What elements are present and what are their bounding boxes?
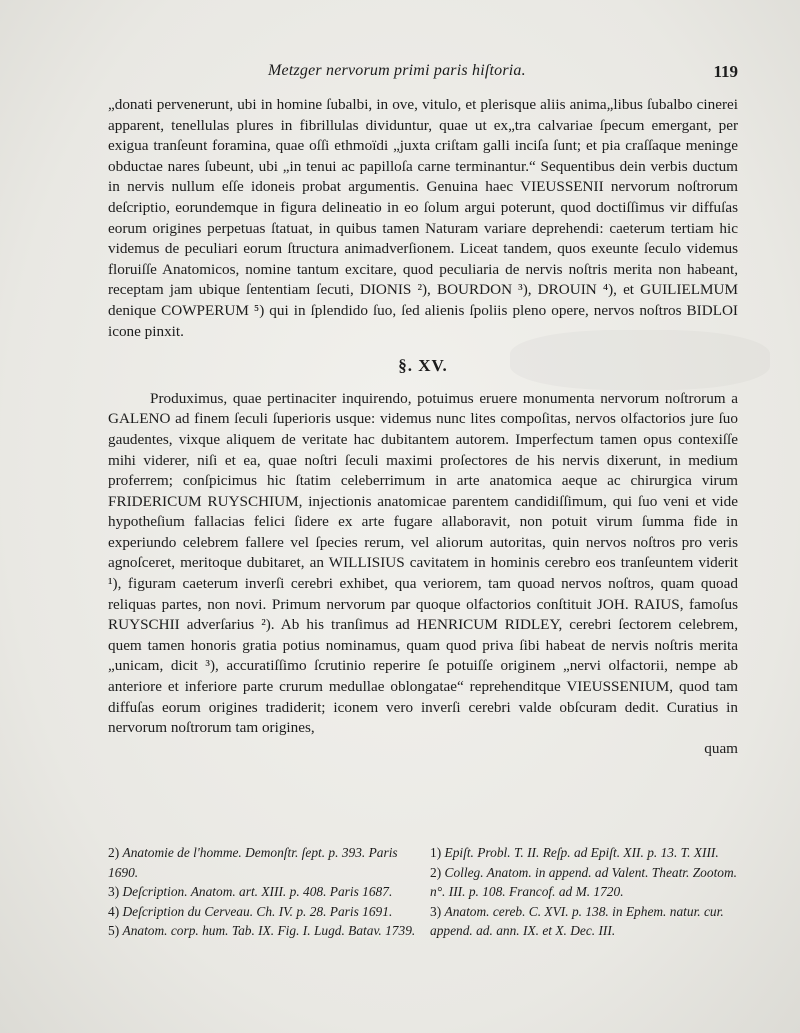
footnote: 3) Anatom. cereb. C. XVI. p. 138. in Ephem. natur. cur. append. ad. ann. IX. et X. Dec. III. xyxy=(430,903,724,938)
running-title: Metzger nervorum primi paris hiſtoria. xyxy=(268,62,526,79)
page-header xyxy=(268,62,738,88)
footnotes-left-column xyxy=(108,843,418,941)
catchword: quam xyxy=(704,739,738,757)
footnotes-right-column xyxy=(430,843,740,941)
paragraph-section-xv: Produximus, quae pertinaciter inquirendo, potuimus eruere monumenta nervorum noſtrorum a GALENO ad finem ſeculi ſuperioris usque: videmus nunc lites compoſitas, nervos olfactorios jure ſuo gaudentes, vixque aliquem de veritate hac dubitantem autorem. Imperfectum tamen opus contexiſſe mihi viderer, niſi et ea, quae noſtri ſeculi maximi proſectores de his nervis dixerunt, in medium proferrem; conſpicimus hic ſtatim celeberrimum in arte anatomica aeque ac chirurgica virum FRIDERICUM RUYSCHIUM, injectionis anatomicae parentem candidiſſimum, qui ſuo veni et vide hypotheſium fallacias felici ſidere ex arte fugare allaboravit, non potuit virum ſumma fide in experiundo celebrem fallere vel ſpecies rerum, vel aliorum autoritas, quin nervos noſtros pro veris agnoſceret, meritoque dubitaret, an WILLISIUS cavitatem in hominis cerebro eos tranſeuntem viderit ¹), figuram caeterum inverſi cerebri exhibet, qua veriorem, tam quoad nervos noſtros, quam quoad reliquas partes, non novi. Primum nervorum par quoque olfactorios conſtituit JOH. RAIUS, famoſus RUYSCHII adverſarius ²). Ab his tranſimus ad HENRICUM RIDLEY, cerebri ſectorem celebrem, quem tamen honoris gratia potius nominamus, quam quod priva ſibi habeat de nervis noſtris merita „unicam, dicit ³), accuratiſſimo ſcrutinio reperire ſe potuiſſe originem „nervi olfactorii, nempe ab anteriore et inferiore parte crurum medullae oblongatae“ reprehenditque VIEUSSENIUM, quod tam diffuſas eorum origines tradiderit; iconem vero inverſi cerebri valde obſcuram dedit. Curatius in nervorum noſtrorum tam origines, xyxy=(108,389,738,737)
footnote: 5) Anatom. corp. hum. Tab. IX. Fig. I. Lugd. Batav. 1739. xyxy=(108,923,416,938)
main-text xyxy=(108,95,738,759)
footnote: 1) Epiſt. Probl. T. II. Reſp. ad Epiſt. XII. p. 13. T. XIII. xyxy=(430,845,719,860)
footnote: 4) Deſcription du Cerveau. Ch. IV. p. 28. Paris 1691. xyxy=(108,903,393,919)
footnotes xyxy=(108,843,738,993)
footnote: 2) Anatomie de l'homme. Demonſtr. ſept. p. 393. Paris 1690. xyxy=(108,845,398,880)
section-heading: §. XV. xyxy=(398,356,448,376)
footnote: 3) Deſcription. Anatom. art. XIII. p. 408. Paris 1687. xyxy=(108,884,393,899)
footnote: 2) Colleg. Anatom. in append. ad Valent. Theatr. Zootom. n°. III. p. 108. Francof. ad M. 1720. xyxy=(430,864,738,899)
paragraph-continued: „donati pervenerunt, ubi in homine ſubalbi, in ove, vitulo, et plerisque aliis anima„libus ſubalbo cinerei apparent, tenellulas plures in fibrillulas dividuntur, quae ut ex„tra calvariae ſpecum emergant, per exigua tranſeunt foramina, quae oſſi ethmoïdi „juxta criſtam galli inciſa ſunt; et pia craſſaque meninge obductae nares ſubeunt, ubi „in tenui ac papilloſa carne terminantur.“ Sequentibus dein verbis ductum in nervis nullum eſſe idoneis probat argumentis. Genuina haec VIEUSSENII nervorum noſtrorum deſcriptio, eorundemque in figura delineatio in eo ſolum argui poterunt, quod doctiſſimus vir diffuſas eorum origines perpetuas ſtatuat, in quibus tamen Naturam variare deprehendi: caeterum tertiam hic videmus de peculiari eorum ſtructura animadverſionem. Liceat tandem, quos exeunte ſeculo videmus floruiſſe Anatomicos, nomine tantum excitare, quod peculiaria de nervis noſtris merita non habeant, receptam jam ubique ſententiam ſecuti, DIONIS ²), BOURDON ³), DROUIN ⁴), et GUILIELMUM denique COWPERUM ⁵) qui in ſplendido ſuo, ſed alienis ſpoliis pleno opere, nervos noſtros BIDLOI icone pinxit. xyxy=(108,96,738,340)
page-number: 119 xyxy=(713,62,738,81)
